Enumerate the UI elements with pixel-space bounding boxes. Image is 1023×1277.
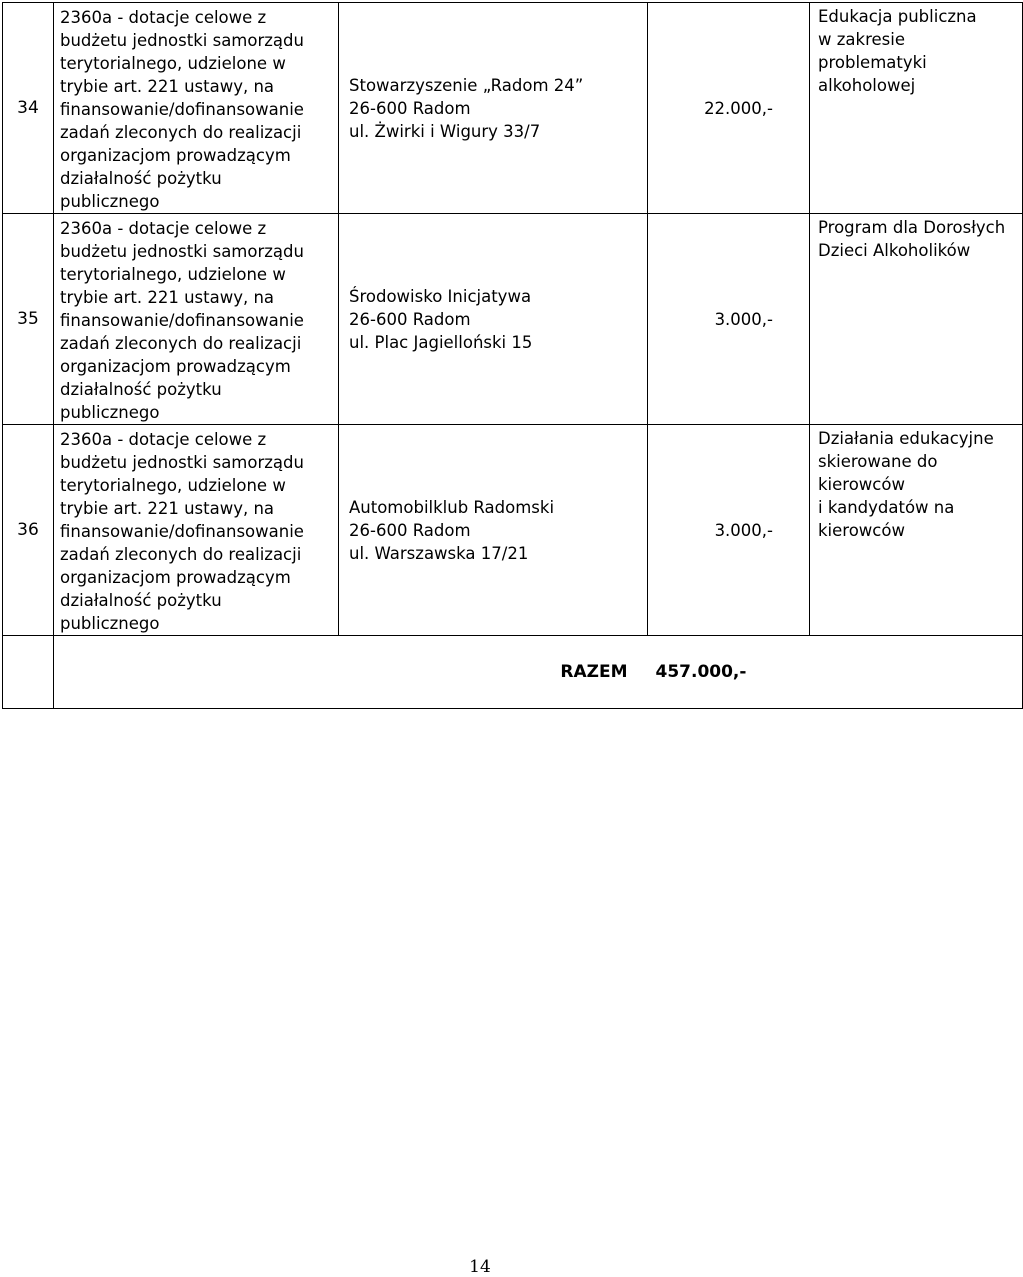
total-value: 457.000,- — [648, 636, 1023, 709]
total-label: RAZEM — [54, 636, 648, 709]
grant-amount: 3.000,- — [648, 425, 810, 636]
page-number: 14 — [469, 1257, 491, 1277]
task-text: Działania edukacyjne skierowane do kierowców i kandydatów na kierowców — [818, 429, 994, 540]
task-cell — [810, 214, 1023, 425]
table-row — [3, 3, 1023, 214]
total-row — [3, 636, 1023, 709]
row-number: 34 — [3, 3, 54, 214]
classification-text: 2360a - dotacje celowe z budżetu jednostki samorządu terytorialnego, udzielone w trybie art. 221 ustawy, na finansowanie/dofinansowanie zadań zleconych do realizacji organizacjom prowadzącym działalność pożytku publicznego — [60, 8, 304, 211]
grant-amount: 22.000,- — [648, 3, 810, 214]
table-row — [3, 425, 1023, 636]
task-text: Program dla Dorosłych Dzieci Alkoholików — [818, 218, 1006, 260]
classification-text: 2360a - dotacje celowe z budżetu jednostki samorządu terytorialnego, udzielone w trybie art. 221 ustawy, na finansowanie/dofinansowanie zadań zleconych do realizacji organizacjom prowadzącym działalność pożytku publicznego — [60, 219, 304, 422]
total-empty-cell — [3, 636, 54, 709]
task-cell — [810, 425, 1023, 636]
budget-classification — [54, 214, 339, 425]
table-row — [3, 214, 1023, 425]
organization-cell — [339, 214, 648, 425]
organization-text: Automobilklub Radomski 26-600 Radom ul. Warszawska 17/21 — [349, 497, 555, 563]
classification-text: 2360a - dotacje celowe z budżetu jednostki samorządu terytorialnego, udzielone w trybie art. 221 ustawy, na finansowanie/dofinansowanie zadań zleconych do realizacji organizacjom prowadzącym działalność pożytku publicznego — [60, 430, 304, 633]
task-cell — [810, 3, 1023, 214]
organization-text: Środowisko Inicjatywa 26-600 Radom ul. Plac Jagielloński 15 — [349, 286, 533, 352]
organization-text: Stowarzyszenie „Radom 24” 26-600 Radom ul. Żwirki i Wigury 33/7 — [349, 75, 584, 141]
row-number: 36 — [3, 425, 54, 636]
row-number: 35 — [3, 214, 54, 425]
grant-amount: 3.000,- — [648, 214, 810, 425]
organization-cell — [339, 3, 648, 214]
budget-classification — [54, 425, 339, 636]
task-text: Edukacja publiczna w zakresie problematyki alkoholowej — [818, 7, 977, 95]
grants-table — [2, 2, 1023, 709]
budget-classification — [54, 3, 339, 214]
organization-cell — [339, 425, 648, 636]
